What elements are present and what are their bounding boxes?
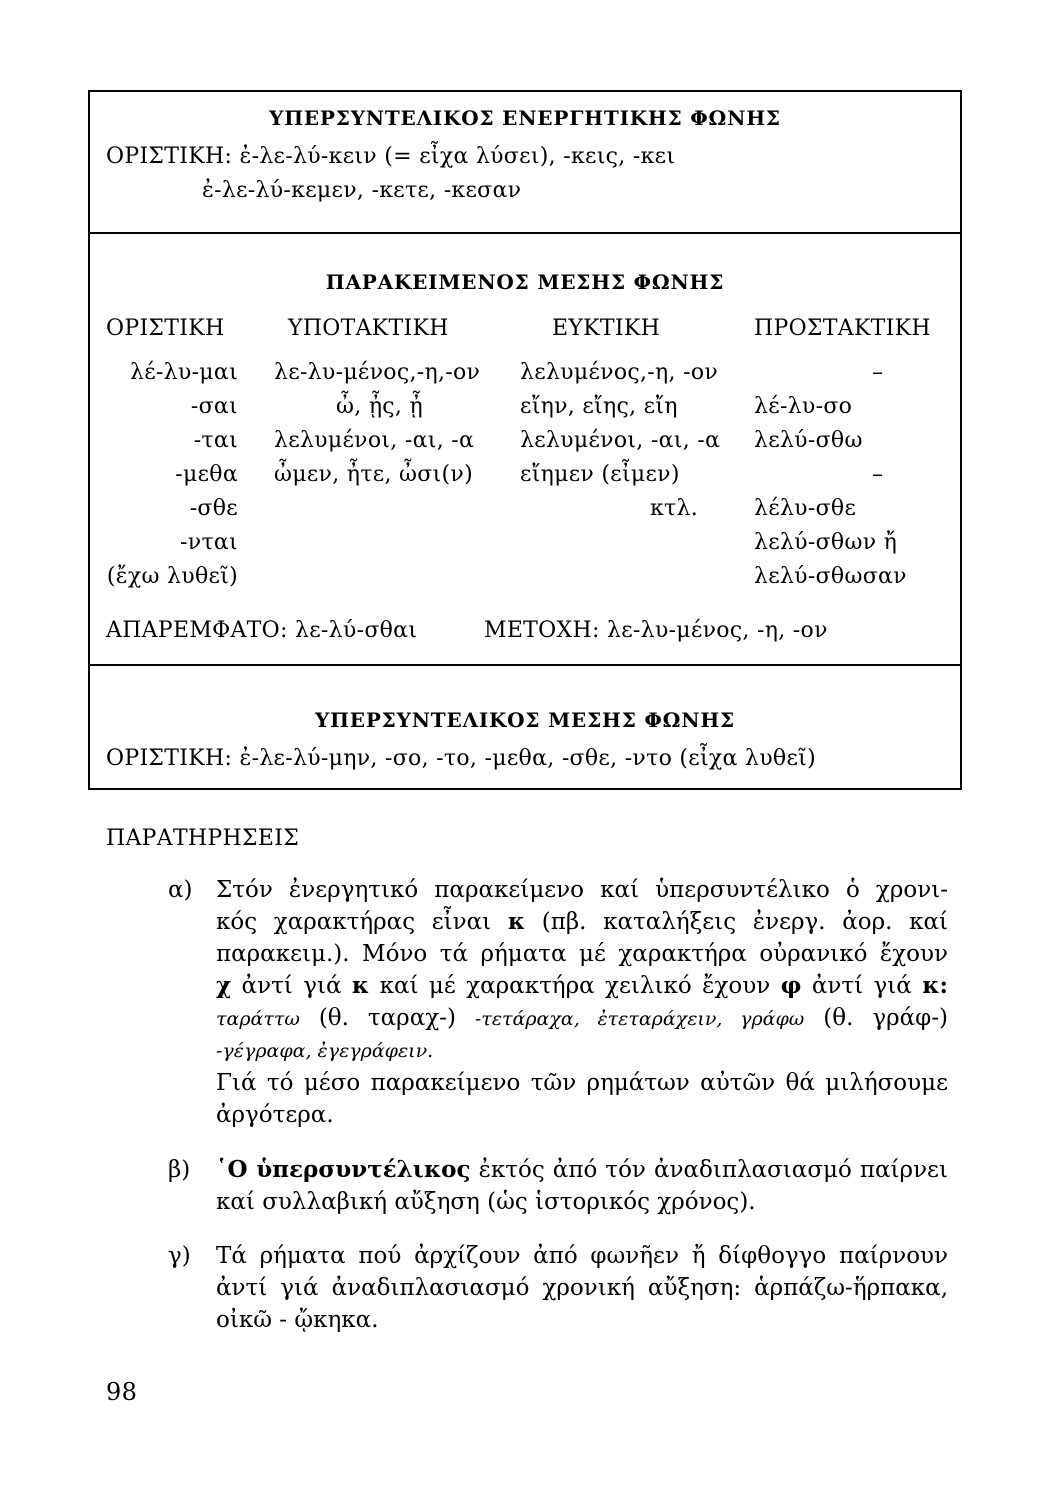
column-header-optative: ΕΥΚΤΙΚΗ xyxy=(552,316,661,341)
column-header-indicative: ΟΡΙΣΤΙΚΗ xyxy=(106,316,225,341)
note-label: γ) xyxy=(168,1243,191,1269)
indicative-line: ΟΡΙΣΤΙΚΗ: ἐ-λε-λύ-μην, -σο, -το, -μεθα, -σθε, -ντο (εἶχα λυθεῖ) xyxy=(106,746,816,771)
subjunctive-form: λε-λυ-μένος,-η,-ον xyxy=(274,360,481,385)
imperative-form: – xyxy=(872,360,884,385)
box-heading: ΥΠΕΡΣΥΝΤΕΛΙΚΟΣ ΕΝΕΡΓΗΤΙΚΗΣ ΦΩΝΗΣ xyxy=(269,106,781,130)
note-line: ἀργότερα. xyxy=(216,1102,334,1128)
indicative-form: -νται xyxy=(180,530,238,555)
indicative-form: λέ-λυ-μαι xyxy=(129,360,238,385)
optative-form: κτλ. xyxy=(650,496,699,521)
page-number: 98 xyxy=(106,1378,138,1406)
indicative-form: (ἔχω λυθεῖ) xyxy=(106,564,238,589)
note-line: -γέγραφα, ἐγεγράφειν. xyxy=(216,1040,434,1062)
subjunctive-form: λελυμένοι, -αι, -α xyxy=(274,428,475,453)
optative-form: λελυμένοι, -αι, -α xyxy=(520,428,721,453)
imperative-form: λέ-λυ-σο xyxy=(754,394,853,419)
box-heading: ΥΠΕΡΣΥΝΤΕΛΙΚΟΣ ΜΕΣΗΣ ΦΩΝΗΣ xyxy=(315,708,735,732)
imperative-form: – xyxy=(872,462,884,487)
note-label: β) xyxy=(168,1157,191,1183)
note-line: ταράττω (θ. ταραχ-) -τετάραχα, ἐτεταράχειν, γράφω (θ. γράφ-) xyxy=(216,1005,948,1031)
note-line: κός χαρακτήρας εἶναι κ (πβ. καταλήξεις ἐνεργ. ἀορ. καί xyxy=(216,908,948,935)
middle-pluperfect-box xyxy=(88,664,962,790)
note-line: καί συλλαβική αὔξηση (ὡς ἱστορικός χρόνος). xyxy=(216,1189,756,1215)
middle-perfect-box xyxy=(88,232,962,664)
imperative-form: λέλυ-σθε xyxy=(754,496,857,521)
note-line: ἀντί γιά ἀναδιπλασιασμό χρονική αὔξηση: ἁρπάζω-ἥρπακα, xyxy=(216,1275,948,1301)
subjunctive-form: ὦμεν, ἦτε, ὦσι(ν) xyxy=(274,462,473,487)
note-line: ῾Ο ὑπερσυντέλικος ἐκτός ἀπό τόν ἀναδιπλασιασμό παίρνει xyxy=(216,1156,948,1183)
participle: ΜΕΤΟΧΗ: λε-λυ-μένος, -η, -ον xyxy=(484,618,828,643)
note-label: α) xyxy=(168,877,193,903)
box-heading: ΠΑΡΑΚΕΙΜΕΝΟΣ ΜΕΣΗΣ ΦΩΝΗΣ xyxy=(325,270,725,294)
subjunctive-form: ὦ, ᾖς, ᾖ xyxy=(336,394,423,419)
note-line: Στόν ἐνεργητικό παρακείμενο καί ὑπερσυντέλικο ὁ χρονι- xyxy=(216,877,948,903)
indicative-form: -μεθα xyxy=(175,462,238,487)
indicative-form: -ται xyxy=(193,428,238,453)
note-line: χ ἀντί γιά κ καί μέ χαρακτήρα χειλικό ἔχουν φ ἀντί γιά κ: xyxy=(216,972,948,999)
indicative-line-2: ἐ-λε-λύ-κεμεν, -κετε, -κεσαν xyxy=(202,178,522,203)
note-line: Τά ρήματα πού ἀρχίζουν ἀπό φωνῆεν ἤ δίφθογγο παίρνουν xyxy=(216,1243,948,1269)
imperative-form: λελύ-σθων ἤ xyxy=(754,530,898,555)
note-line: παρακειμ.). Μόνο τά ρήματα μέ χαρακτήρα οὐρανικό ἔχουν xyxy=(216,941,948,967)
optative-form: λελυμένος,-η, -ον xyxy=(520,360,719,385)
optative-form: εἴην, εἴης, εἴη xyxy=(520,394,678,419)
indicative-line: ΟΡΙΣΤΙΚΗ: ἐ-λε-λύ-κειν (= εἶχα λύσει), -κεις, -κει xyxy=(106,144,676,169)
optative-form: εἴημεν (εἶμεν) xyxy=(520,462,680,487)
column-header-subjunctive: ΥΠΟΤΑΚΤΙΚΗ xyxy=(288,316,449,341)
infinitive: ΑΠΑΡΕΜΦΑΤΟ: λε-λύ-σθαι xyxy=(106,618,418,643)
active-pluperfect-box xyxy=(88,90,962,232)
note-line: οἰκῶ - ᾤκηκα. xyxy=(216,1307,379,1333)
imperative-form: λελύ-σθω xyxy=(754,428,863,453)
notes-title: ΠΑΡΑΤΗΡΗΣΕΙΣ xyxy=(106,826,300,851)
indicative-form: -σαι xyxy=(190,394,238,419)
note-line: Γιά τό μέσο παρακείμενο τῶν ρημάτων αὐτῶν θά μιλήσουμε xyxy=(216,1070,948,1096)
indicative-form: -σθε xyxy=(189,496,238,521)
imperative-form: λελύ-σθωσαν xyxy=(754,564,907,589)
column-header-imperative: ΠΡΟΣΤΑΚΤΙΚΗ xyxy=(754,316,931,341)
